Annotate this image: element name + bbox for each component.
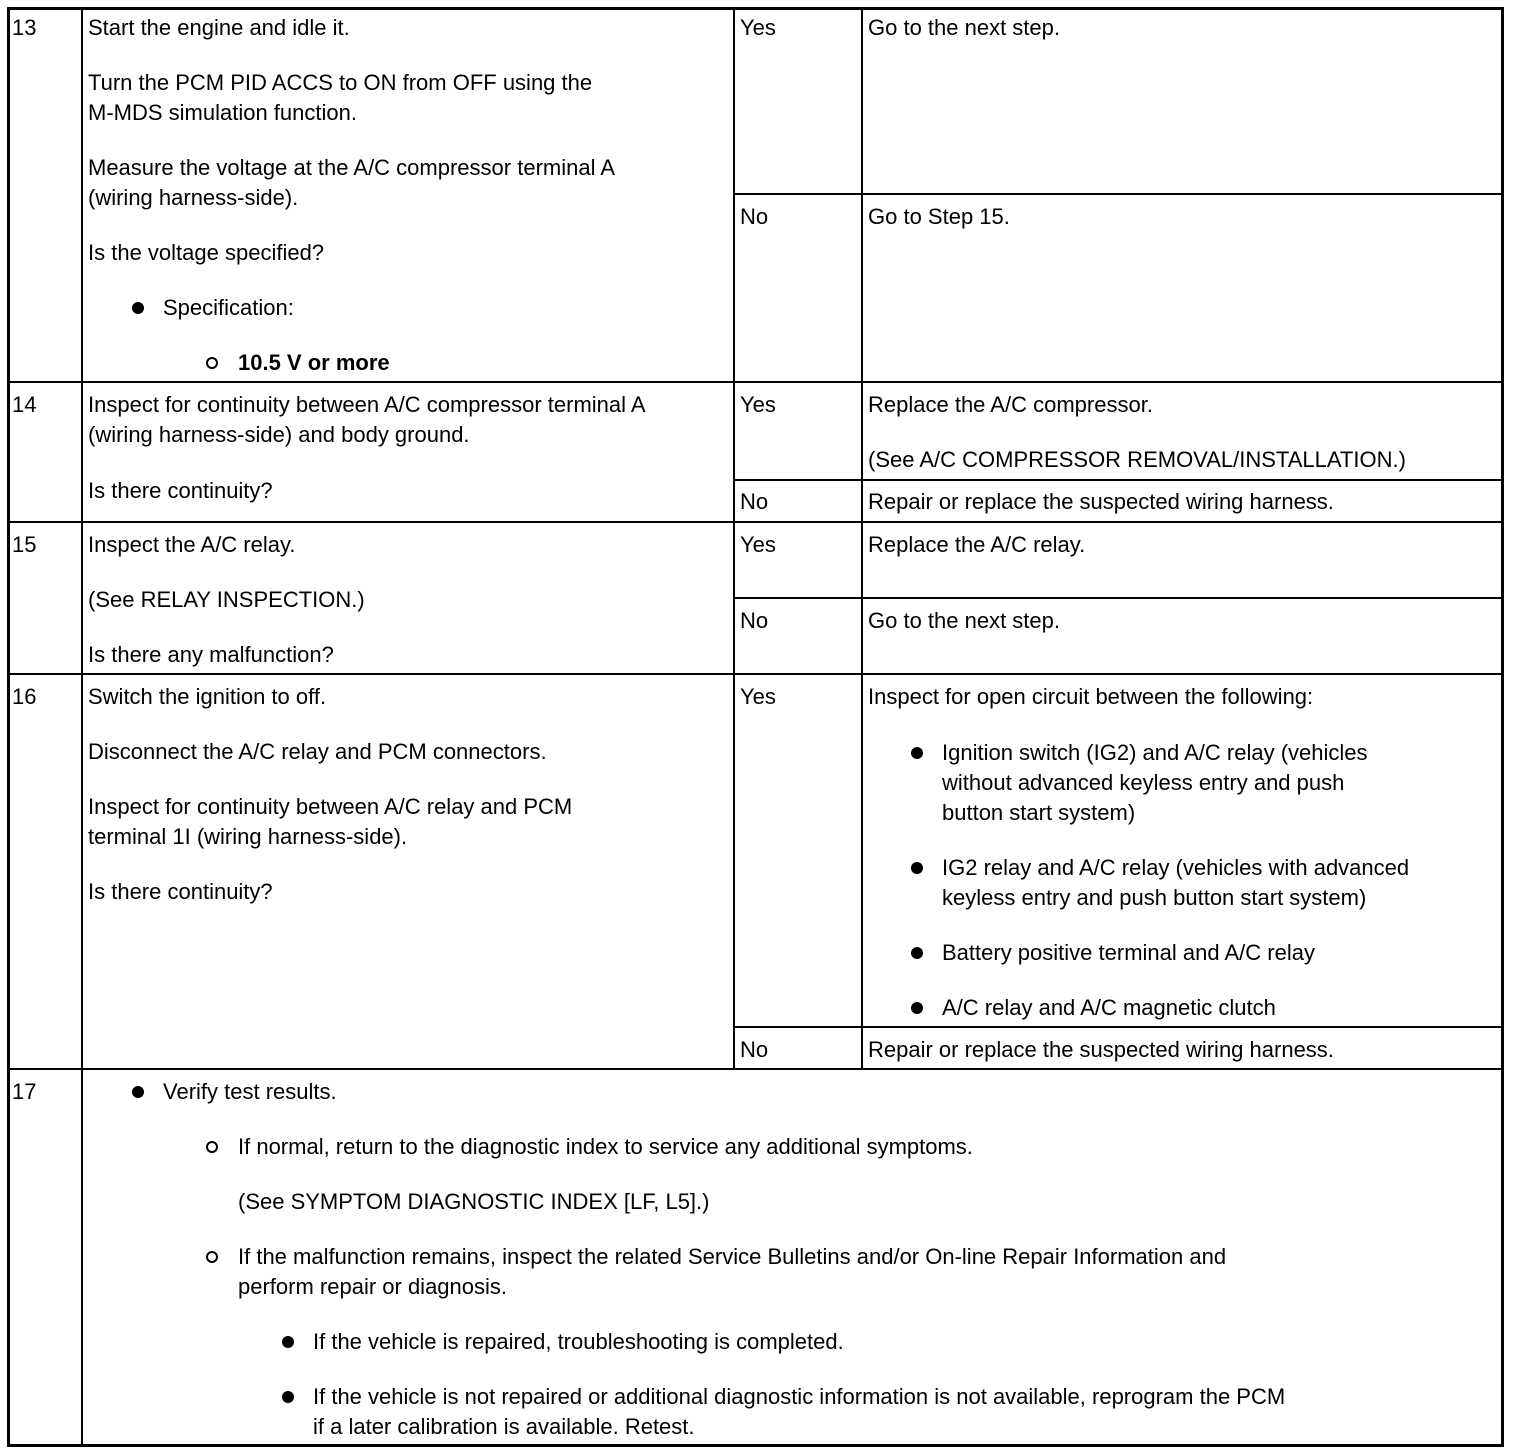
bullet-text: keyless entry and push button start system) xyxy=(942,885,1367,910)
action-text: Inspect for continuity between A/C relay and PCM xyxy=(88,794,573,819)
column-divider xyxy=(733,7,735,1069)
step-number: 13 xyxy=(12,15,37,40)
nested-bullet-text: If the vehicle is not repaired or additional diagnostic information is not available, reprogram the PCM xyxy=(313,1384,1286,1409)
no-label: No xyxy=(740,1037,769,1062)
action-text: (wiring harness-side) and body ground. xyxy=(88,422,470,447)
bullet-text: A/C relay and A/C magnetic clutch xyxy=(942,995,1276,1020)
question-text: Is the voltage specified? xyxy=(88,240,325,265)
yes-no-divider xyxy=(733,597,1504,599)
action-text: Inspect for continuity between A/C compressor terminal A xyxy=(88,392,646,417)
action-text: Turn the PCM PID ACCS to ON from OFF using the xyxy=(88,70,593,95)
step-number: 14 xyxy=(12,392,37,417)
bullet-text: button start system) xyxy=(942,800,1136,825)
step-number: 16 xyxy=(12,684,37,709)
yes-label: Yes xyxy=(740,15,776,40)
no-result: Go to Step 15. xyxy=(868,204,1010,229)
no-result: Repair or replace the suspected wiring harness. xyxy=(868,1037,1334,1062)
specification-value: 10.5 V or more xyxy=(238,350,390,375)
sub-bullet-text: perform repair or diagnosis. xyxy=(238,1274,508,1299)
bullet-ring-icon xyxy=(206,1141,218,1153)
bullet-text: IG2 relay and A/C relay (vehicles with advanced xyxy=(942,855,1410,880)
yes-no-divider xyxy=(733,193,1504,195)
yes-result-reference: (See A/C COMPRESSOR REMOVAL/INSTALLATION.) xyxy=(868,447,1406,472)
sub-bullet-text: If normal, return to the diagnostic index to service any additional symptoms. xyxy=(238,1134,973,1159)
yes-result: Replace the A/C relay. xyxy=(868,532,1086,557)
yes-no-divider xyxy=(733,479,1504,481)
yes-result: Go to the next step. xyxy=(868,15,1061,40)
bullet-text: Verify test results. xyxy=(163,1079,337,1104)
column-divider xyxy=(861,7,863,1069)
question-text: Is there any malfunction? xyxy=(88,642,334,667)
no-result: Go to the next step. xyxy=(868,608,1061,633)
bullet-dot-icon xyxy=(282,1336,294,1348)
no-result: Repair or replace the suspected wiring harness. xyxy=(868,489,1334,514)
row-divider xyxy=(7,673,1504,675)
yes-label: Yes xyxy=(740,392,776,417)
row-divider xyxy=(7,381,1504,383)
yes-result: Replace the A/C compressor. xyxy=(868,392,1153,417)
action-text: Start the engine and idle it. xyxy=(88,15,350,40)
question-text: Is there continuity? xyxy=(88,879,273,904)
bullet-text: Battery positive terminal and A/C relay xyxy=(942,940,1315,965)
action-text: Measure the voltage at the A/C compressor terminal A xyxy=(88,155,616,180)
column-divider xyxy=(81,7,83,1447)
bullet-text: without advanced keyless entry and push xyxy=(942,770,1345,795)
bullet-dot-icon xyxy=(911,947,923,959)
sub-bullet-text: If the malfunction remains, inspect the related Service Bulletins and/or On-line Repair Information and xyxy=(238,1244,1227,1269)
bullet-dot-icon xyxy=(911,862,923,874)
bullet-dot-icon xyxy=(911,747,923,759)
action-text: M-MDS simulation function. xyxy=(88,100,357,125)
action-reference: (See RELAY INSPECTION.) xyxy=(88,587,365,612)
action-text: Switch the ignition to off. xyxy=(88,684,327,709)
row-divider xyxy=(7,521,1504,523)
bullet-dot-icon xyxy=(132,302,144,314)
yes-no-divider xyxy=(733,1026,1504,1028)
no-label: No xyxy=(740,204,769,229)
bullet-dot-icon xyxy=(911,1002,923,1014)
sub-bullet-reference: (See SYMPTOM DIAGNOSTIC INDEX [LF, L5].) xyxy=(238,1189,710,1214)
yes-label: Yes xyxy=(740,532,776,557)
yes-label: Yes xyxy=(740,684,776,709)
action-text: terminal 1I (wiring harness-side). xyxy=(88,824,408,849)
bullet-text: Ignition switch (IG2) and A/C relay (vehicles xyxy=(942,740,1368,765)
step-number: 17 xyxy=(12,1079,37,1104)
bullet-ring-icon xyxy=(206,357,218,369)
bullet-dot-icon xyxy=(282,1391,294,1403)
no-label: No xyxy=(740,608,769,633)
bullet-ring-icon xyxy=(206,1251,218,1263)
step-number: 15 xyxy=(12,532,37,557)
action-text: Disconnect the A/C relay and PCM connectors. xyxy=(88,739,547,764)
bullet-text: Specification: xyxy=(163,295,294,320)
no-label: No xyxy=(740,489,769,514)
nested-bullet-text: if a later calibration is available. Retest. xyxy=(313,1414,695,1439)
row-divider xyxy=(7,1068,1504,1070)
question-text: Is there continuity? xyxy=(88,478,273,503)
nested-bullet-text: If the vehicle is repaired, troubleshooting is completed. xyxy=(313,1329,844,1354)
action-text: (wiring harness-side). xyxy=(88,185,299,210)
yes-result: Inspect for open circuit between the following: xyxy=(868,684,1314,709)
action-text: Inspect the A/C relay. xyxy=(88,532,296,557)
bullet-dot-icon xyxy=(132,1086,144,1098)
